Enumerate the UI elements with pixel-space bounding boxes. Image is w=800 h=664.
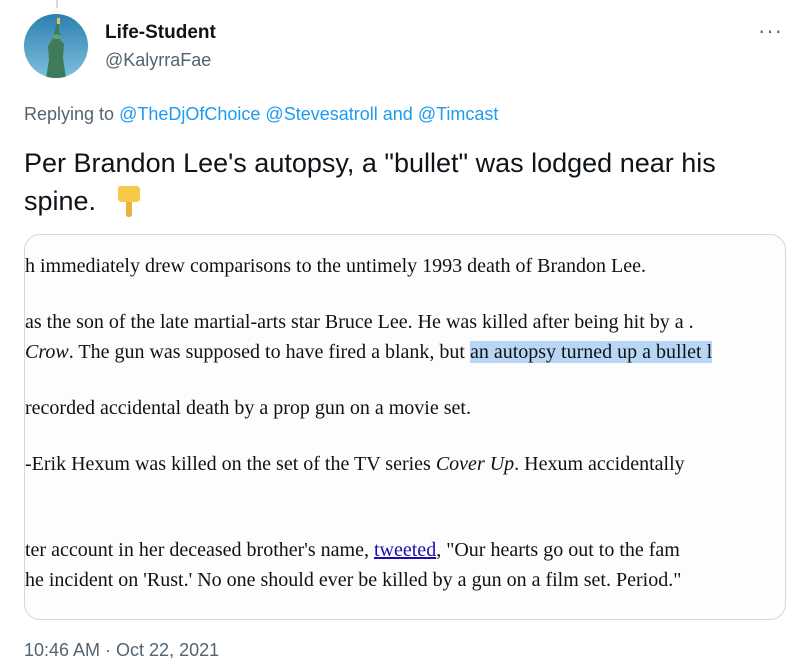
doc-italic-cover-up: Cover Up (435, 453, 515, 475)
doc-line-5 (25, 453, 685, 476)
mention-timcast[interactable]: @Timcast (417, 104, 499, 124)
doc-line-3 (25, 341, 712, 364)
thread-connector-line (56, 0, 58, 8)
doc-italic-crow: Crow (25, 341, 69, 363)
highlighted-text: an autopsy turned up a bullet l (469, 341, 713, 363)
statue-of-liberty-avatar-icon (24, 14, 88, 78)
doc-line-3-text: . The gun was supposed to have fired a blank, but (68, 341, 470, 363)
doc-line-6 (25, 539, 680, 562)
replying-prefix: Replying to (24, 104, 115, 124)
doc-line-4: recorded accidental death by a prop gun on a movie set. (25, 397, 471, 419)
attached-image[interactable] (24, 234, 786, 620)
doc-line-2: as the son of the late martial-arts star Bruce Lee. He was killed after being hit by a . (25, 311, 694, 333)
doc-line-5-start: -Erik Hexum was killed on the set of the TV series (25, 453, 436, 475)
doc-line-6-start: ter account in her deceased brother's name, (25, 539, 374, 561)
more-options-icon[interactable]: ··· (758, 18, 783, 43)
pointing-down-emoji-icon (114, 184, 144, 218)
author-handle[interactable]: @KalyrraFae (105, 50, 212, 70)
doc-line-7: he incident on 'Rust.' No one should ever be killed by a gun on a film set. Period." (25, 569, 682, 591)
replying-conjunction: and (382, 104, 413, 124)
mention-thedjofchoice[interactable]: @TheDjOfChoice (119, 104, 261, 124)
tweet-text (24, 144, 784, 220)
author-display-name[interactable]: Life-Student (105, 22, 216, 43)
doc-line-1: h immediately drew comparisons to the untimely 1993 death of Brandon Lee. (25, 255, 646, 277)
avatar[interactable] (24, 14, 88, 78)
mention-stevesatroll[interactable]: @Stevesatroll (265, 104, 378, 124)
tweet-timestamp[interactable]: 10:46 AM · Oct 22, 2021 (24, 640, 220, 660)
tweeted-link: tweeted (374, 539, 437, 561)
replying-to-line (24, 104, 498, 125)
tweet-body: Per Brandon Lee's autopsy, a "bullet" was lodged near his spine. (24, 148, 716, 216)
doc-line-6-end: , "Our hearts go out to the fam (436, 539, 680, 561)
doc-line-5-end: . Hexum accidentally (514, 453, 685, 475)
